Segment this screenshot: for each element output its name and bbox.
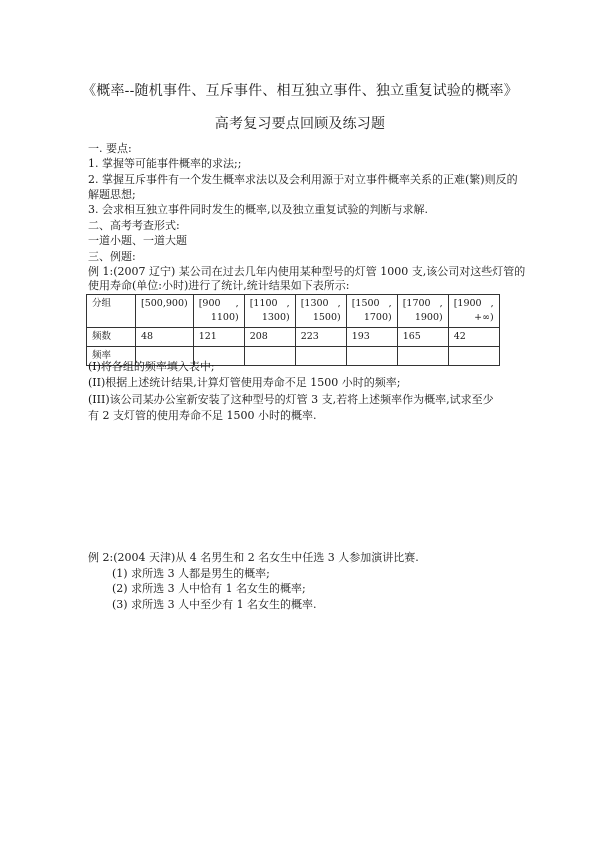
example2-question-3: (3) 求所选 3 人中至少有 1 名女生的概率. — [112, 598, 317, 611]
group-4-comma: , — [388, 298, 392, 309]
count-cell-0: 48 — [136, 328, 194, 347]
point-3: 3. 会求相互独立事件同时发生的概率,以及独立重复试验的判断与求解. — [88, 203, 428, 216]
section3-heading: 三、例题: — [88, 250, 136, 263]
table-row-groups — [87, 295, 500, 328]
row-label-frequency: 频率 — [87, 347, 136, 366]
count-cell-1: 121 — [193, 328, 244, 347]
example1-question-1: (I)将各组的频率填入表中; — [88, 360, 215, 373]
example1-question-3-line1: (III)该公司某办公室新安装了这种型号的灯管 3 支,若将上述频率作为概率,试求至少 — [88, 393, 494, 406]
row-label-counts: 频数 — [87, 328, 136, 347]
table-row-counts — [87, 328, 500, 347]
count-cell-2: 208 — [244, 328, 295, 347]
group-6-comma: , — [490, 298, 494, 309]
section2-body: 一道小题、一道大题 — [88, 234, 187, 247]
group-5-start: [1700 — [402, 298, 431, 309]
group-cell-6 — [448, 295, 499, 328]
group-5-end: 1900) — [414, 312, 443, 323]
example1-intro-line1: 例 1:(2007 辽宁) 某公司在过去几年内使用某种型号的灯管 1000 支,该公司对这些灯管的 — [88, 265, 526, 278]
group-cell-1 — [193, 295, 244, 328]
row-label-groups: 分组 — [87, 295, 136, 328]
point-1: 1. 掌握等可能事件概率的求法;; — [88, 157, 242, 170]
example1-question-2: (II)根据上述统计结果,计算灯管使用寿命不足 1500 小时的频率; — [88, 376, 401, 389]
doc-subtitle: 高考复习要点回顾及练习题 — [214, 116, 386, 132]
group-1-start: [900 — [198, 298, 221, 309]
group-cell-0 — [136, 295, 194, 328]
count-cell-5: 165 — [397, 328, 448, 347]
count-cell-6: 42 — [448, 328, 499, 347]
group-3-start: [1300 — [300, 298, 329, 309]
group-6-start: [1900 — [453, 298, 482, 309]
example1-question-3-line2: 有 2 支灯管的使用寿命不足 1500 小时的概率. — [88, 409, 317, 422]
example2-intro: 例 2:(2004 天津)从 4 名男生和 2 名女生中任选 3 人参加演讲比赛. — [88, 551, 419, 564]
example2-question-1: (1) 求所选 3 人都是男生的概率; — [112, 567, 270, 580]
group-4-end: 1700) — [363, 312, 392, 323]
doc-title: 《概率--随机事件、互斥事件、相互独立事件、独立重复试验的概率》 — [82, 83, 518, 99]
group-3-comma: , — [337, 298, 341, 309]
group-4-start: [1500 — [351, 298, 380, 309]
group-0-range: [500,900) — [141, 298, 188, 309]
group-cell-5 — [397, 295, 448, 328]
group-2-end: 1300) — [261, 312, 290, 323]
group-1-comma: , — [235, 298, 239, 309]
group-2-comma: , — [286, 298, 290, 309]
frequency-table — [86, 294, 500, 366]
group-1-end: 1100) — [210, 312, 239, 323]
point-2-line2: 解题思想; — [88, 188, 136, 201]
group-3-end: 1500) — [312, 312, 341, 323]
group-cell-3 — [295, 295, 346, 328]
section2-heading: 二、高考考查形式: — [88, 219, 180, 232]
count-cell-4: 193 — [346, 328, 397, 347]
group-cell-4 — [346, 295, 397, 328]
example2-question-2: (2) 求所选 3 人中恰有 1 名女生的概率; — [112, 582, 306, 595]
group-6-end: +∞) — [474, 312, 494, 323]
group-cell-2 — [244, 295, 295, 328]
group-2-start: [1100 — [249, 298, 278, 309]
section1-heading: 一. 要点: — [88, 142, 132, 155]
example1-intro-line2: 使用寿命(单位:小时)进行了统计,统计结果如下表所示: — [88, 279, 350, 292]
point-2-line1: 2. 掌握互斥事件有一个发生概率求法以及会利用源于对立事件概率关系的正难(繁)则反的 — [88, 173, 518, 186]
count-cell-3: 223 — [295, 328, 346, 347]
group-5-comma: , — [439, 298, 443, 309]
